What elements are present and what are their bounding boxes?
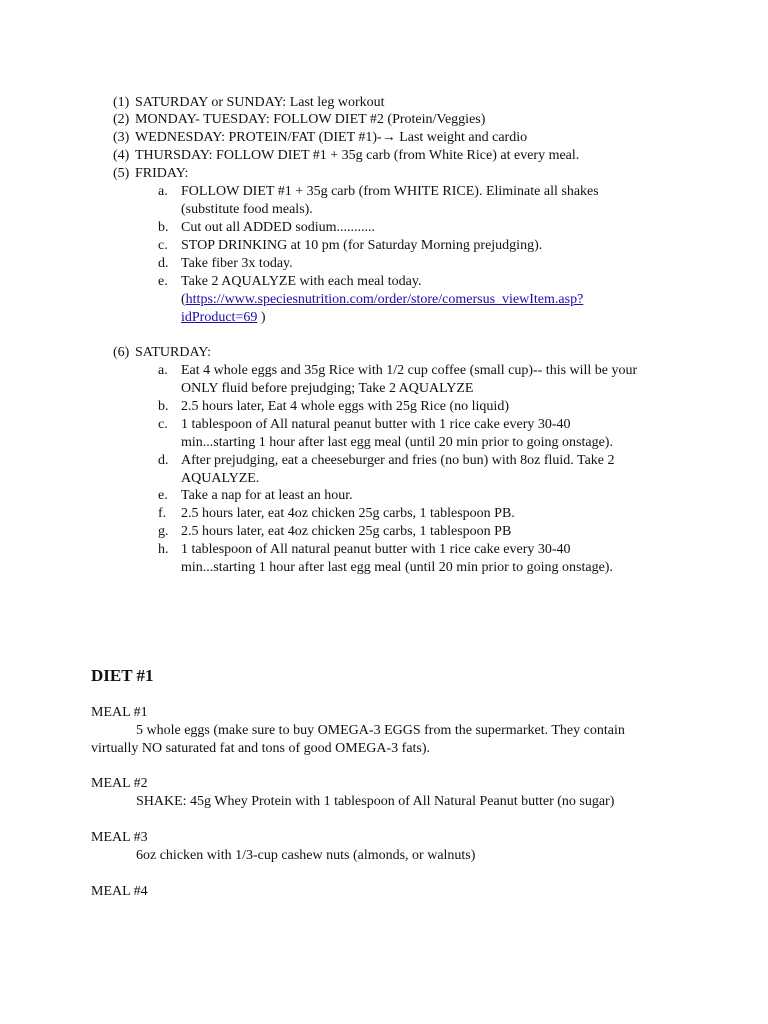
list-item-text: Take a nap for at least an hour. <box>181 488 353 503</box>
step-text: THURSDAY: FOLLOW DIET #1 + 35g carb (from White Rice) at every meal. <box>135 148 580 163</box>
list-item-marker: a. <box>158 363 168 378</box>
list-item-text: min...starting 1 hour after last egg meal (until 20 min prior to going onstage). <box>181 560 613 575</box>
list-item-text: 2.5 hours later, Eat 4 whole eggs with 25g Rice (no liquid) <box>181 399 509 414</box>
link-open-paren: ( <box>181 292 186 307</box>
list-item-marker: a. <box>158 184 168 199</box>
meal-text: 6oz chicken with 1/3-cup cashew nuts (almonds, or walnuts) <box>136 848 476 863</box>
list-item-marker: g. <box>158 524 169 539</box>
list-item-text: 2.5 hours later, eat 4oz chicken 25g carbs, 1 tablespoon PB. <box>181 506 515 521</box>
list-item-text: After prejudging, eat a cheeseburger and fries (no bun) with 8oz fluid. Take 2 <box>181 453 615 468</box>
step-marker: (5) <box>113 166 130 181</box>
list-item-marker: c. <box>158 238 168 253</box>
list-item-marker: c. <box>158 417 168 432</box>
list-item-marker: e. <box>158 488 168 503</box>
meal-label: MEAL #3 <box>91 830 148 845</box>
step-marker: (6) <box>113 345 130 360</box>
list-item-text: 1 tablespoon of All natural peanut butter with 1 rice cake every 30-40 <box>181 417 571 432</box>
list-item-text: Take fiber 3x today. <box>181 256 293 271</box>
list-item-text: Cut out all ADDED sodium........... <box>181 220 376 235</box>
list-item-text: min...starting 1 hour after last egg meal (until 20 min prior to going onstage). <box>181 435 613 450</box>
list-item-marker: e. <box>158 274 168 289</box>
product-link-continued[interactable]: idProduct=69 <box>181 310 258 325</box>
step-marker: (1) <box>113 95 130 110</box>
link-close-paren: ) <box>257 310 266 325</box>
step-text: MONDAY- TUESDAY: FOLLOW DIET #2 (Protein/Veggies) <box>135 112 486 127</box>
list-item-marker: b. <box>158 399 169 414</box>
list-item-text: STOP DRINKING at 10 pm (for Saturday Morning prejudging). <box>181 238 543 253</box>
step-marker: (3) <box>113 130 130 145</box>
list-item-text: 1 tablespoon of All natural peanut butter with 1 rice cake every 30-40 <box>181 542 571 557</box>
meal-label: MEAL #4 <box>91 884 148 899</box>
product-link[interactable]: https://www.speciesnutrition.com/order/store/comersus_viewItem.asp? <box>185 292 584 307</box>
step-marker: (4) <box>113 148 130 163</box>
list-item-marker: f. <box>158 506 167 521</box>
step-marker: (2) <box>113 112 130 127</box>
link-line <box>181 291 583 308</box>
list-item-marker: d. <box>158 453 169 468</box>
list-item-text: 2.5 hours later, eat 4oz chicken 25g carbs, 1 tablespoon PB <box>181 524 512 539</box>
meal-text: 5 whole eggs (make sure to buy OMEGA-3 EGGS from the supermarket. They contain <box>136 723 625 738</box>
meal-text: SHAKE: 45g Whey Protein with 1 tablespoon of All Natural Peanut butter (no sugar) <box>136 794 615 809</box>
list-item-text: FOLLOW DIET #1 + 35g carb (from WHITE RICE). Eliminate all shakes <box>181 184 599 199</box>
list-item-marker: d. <box>158 256 169 271</box>
list-item-marker: b. <box>158 220 169 235</box>
step-text: WEDNESDAY: PROTEIN/FAT (DIET #1)-→ Last weight and cardio <box>135 130 528 145</box>
link-line <box>181 309 266 326</box>
step-text: SATURDAY or SUNDAY: Last leg workout <box>135 95 385 110</box>
list-item-text: (substitute food meals). <box>181 202 313 217</box>
diet-heading: DIET #1 <box>91 666 154 685</box>
step-text: FRIDAY: <box>135 166 189 181</box>
meal-label: MEAL #2 <box>91 776 148 791</box>
list-item-marker: h. <box>158 542 169 557</box>
list-item-text: AQUALYZE. <box>181 471 260 486</box>
step-text: SATURDAY: <box>135 345 211 360</box>
list-item-text: ONLY fluid before prejudging; Take 2 AQUALYZE <box>181 381 474 396</box>
list-item-text: Eat 4 whole eggs and 35g Rice with 1/2 cup coffee (small cup)-- this will be your <box>181 363 638 378</box>
list-item-text: Take 2 AQUALYZE with each meal today. <box>181 274 422 289</box>
meal-label: MEAL #1 <box>91 705 148 720</box>
meal-text: virtually NO saturated fat and tons of good OMEGA-3 fats). <box>91 741 431 756</box>
